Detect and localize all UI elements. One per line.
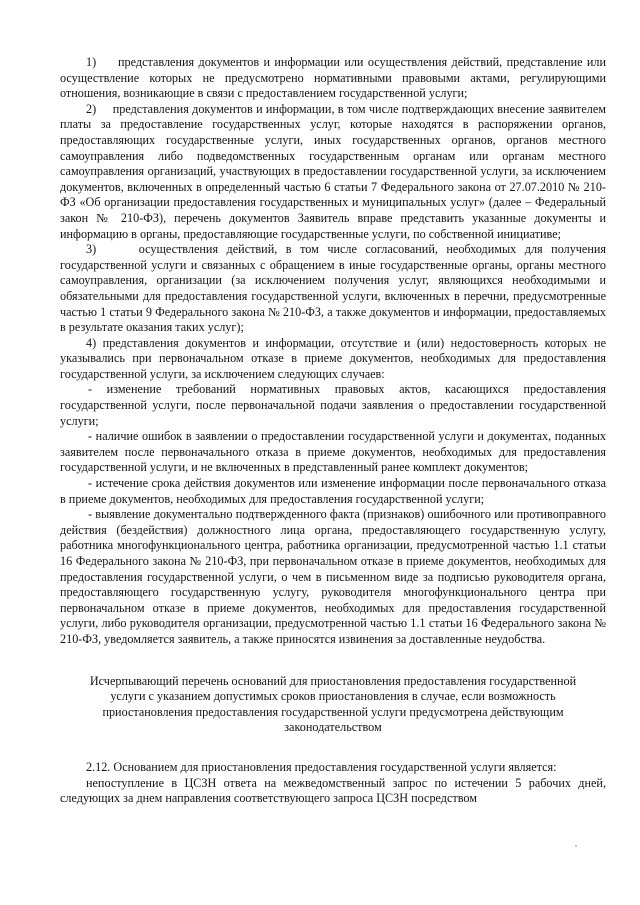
exception-item-2: - наличие ошибок в заявлении о предоставлении государственной услуги и документах, поданных заявителем после первоначального отказа в приеме документов, необходимых для предоставления государственной услуги, и не включенных в представленный ранее комплект документов; [60,429,606,475]
scan-speck [575,845,577,847]
exception-item-1: - изменение требований нормативных правовых актов, касающихся предоставления государственной услуги, после первоначальной подачи заявления о предоставлении государственной услуги; [60,382,606,428]
section-heading: Исчерпывающий перечень оснований для приостановления предоставления государственной услуги с указанием допустимых сроков приостановления в случае, если возможность приостановления предоставления государственной услуги предусмотрена действующим законодательством [89,673,577,735]
spacer [60,736,606,760]
exception-item-3: - истечение срока действия документов или изменение информации после первоначального отказа в приеме документов, необходимых для предоставления государственной услуги; [60,476,606,506]
list-item-2: 2) представления документов и информации, в том числе подтверждающих внесение заявителем платы за предоставление государственных услуг, которые находятся в распоряжении органов, предоставляющих государственные услуги, иных государственных органов, органов местного самоуправления либо подведомственных государственным органам или органам местного самоуправления организаций, участвующих в предоставлении государственной услуги, за исключением документов, включенных в определенный частью 6 статьи 7 Федерального закона от 27.07.2010 № 210-ФЗ «Об организации предоставления государственных и муниципальных услуг» (далее – Федеральный закон № 210-ФЗ), перечень документов Заявитель вправе представить указанные документы и информацию в органы, предоставляющие государственные услуги, по собственной инициативе; [60,101,606,241]
exception-item-4: - выявление документально подтвержденного факта (признаков) ошибочного или противоправного действия (бездействия) должностного лица органа, предоставляющего государственную услугу, работника многофункционального центра, работника организации, предусмотренной частью 1.1 статьи 16 Федерального закона № 210-ФЗ, при первоначальном отказе в приеме документов, необходимых для предоставления государственной услуги, о чем в письменном виде за подписью руководителя органа, предоставляющего государственную услугу, руководителя многофункционального центра при первоначальном отказе в приеме документов, необходимых для предоставления государственной услуги, либо руководителя организации, предусмотренной частью 1.1 статьи 16 Федерального закона № 210-ФЗ, уведомляется заявитель, а также приносятся извинения за доставленные неудобства. [60,507,606,646]
spacer [60,648,606,674]
section-paragraph-continuation: непоступление в ЦСЗН ответа на межведомственный запрос по истечении 5 рабочих дней, следующих за днем направления соответствующего запроса ЦСЗН посредством [60,775,606,806]
list-item-3: 3) осуществления действий, в том числе согласований, необходимых для получения государственной услуги и связанных с обращением в иные государственные органы, органы местного самоуправления, организации (за исключением получения услуг, являющихся необходимыми и обязательными для предоставления государственной услуги, включенных в перечни, предусмотренные частью 1 статьи 9 Федерального закона № 210-ФЗ, а также документов и информации, предоставляемых в результате оказания таких услуг); [60,242,606,335]
list-item-4: 4) представления документов и информации, отсутствие и (или) недостоверность которых не указывались при первоначальном отказе в приеме документов, необходимых для предоставления государственной услуги, за исключением следующих случаев: [60,335,606,381]
document-body [60,55,606,807]
section-paragraph-2-12: 2.12. Основанием для приостановления предоставления государственной услуги является: [86,759,557,774]
list-item-1: 1) представления документов и информации или осуществления действий, представление или осуществление которых не предусмотрено нормативными правовыми актами, регулирующими отношения, возникающие в связи с предоставлением государственной услуги; [60,55,606,101]
